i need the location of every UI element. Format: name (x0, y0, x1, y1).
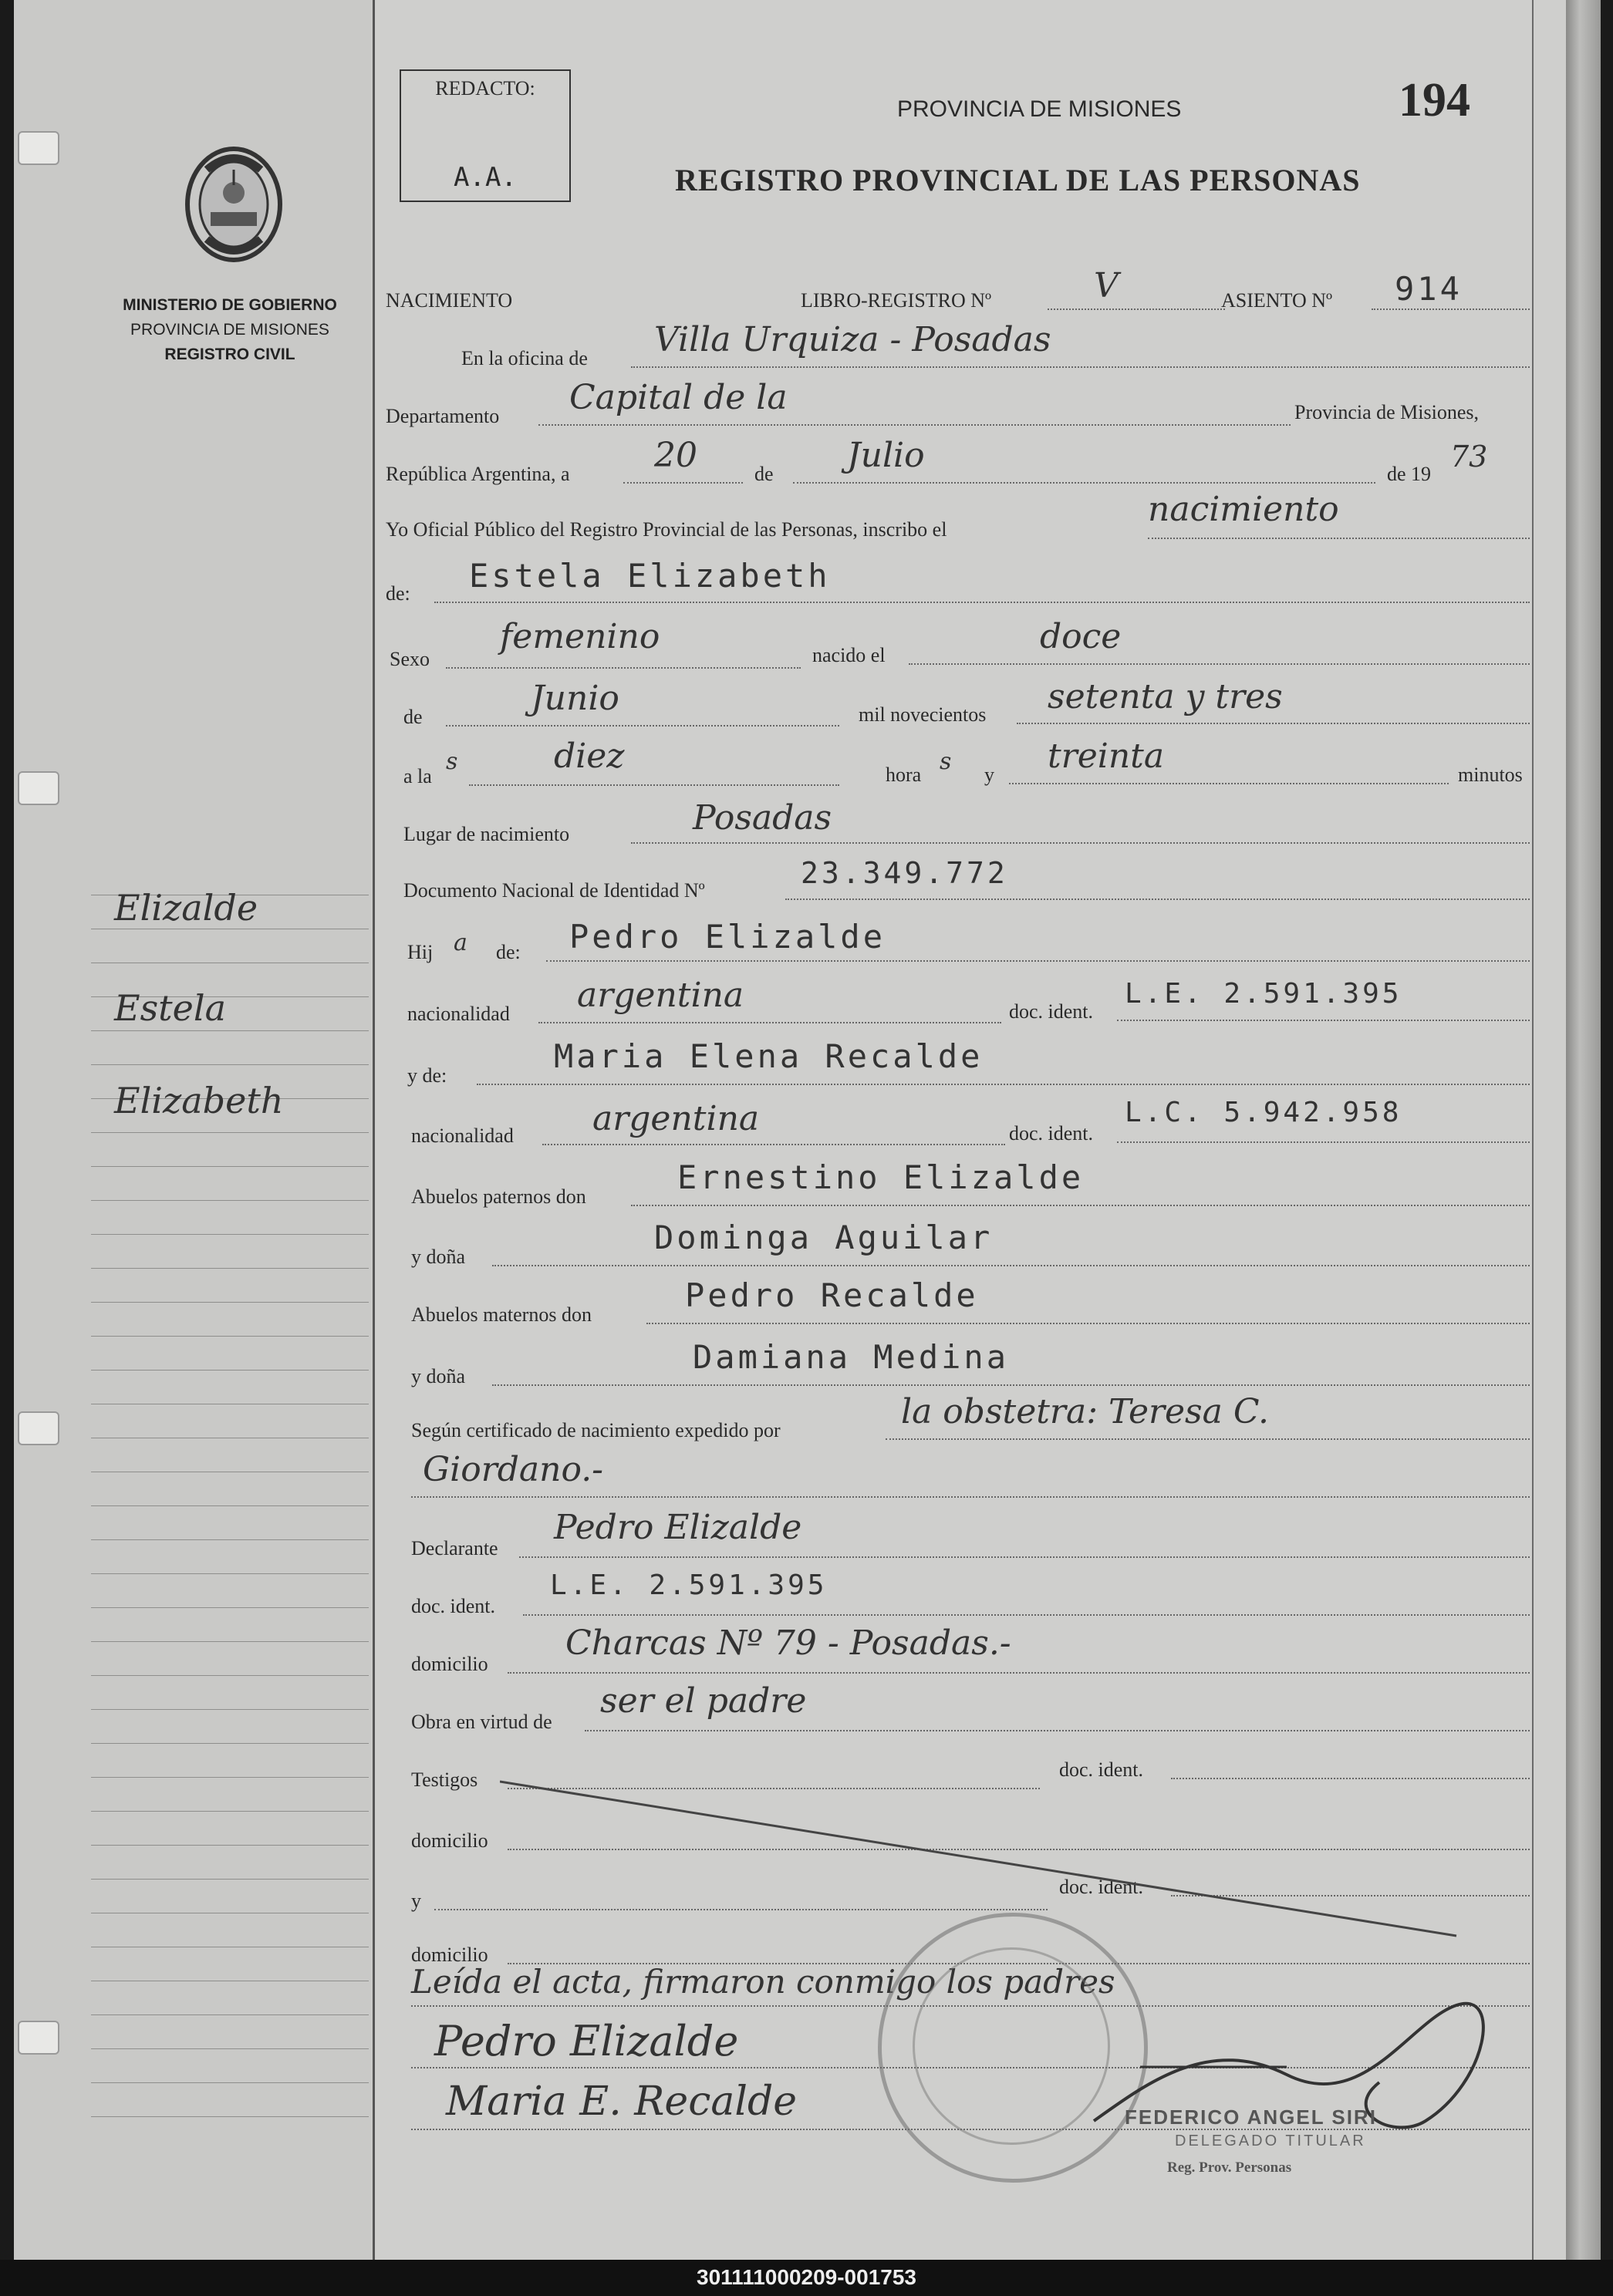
binding-ring (18, 771, 59, 805)
field-line (1017, 723, 1530, 724)
nacido-dia: doce (1040, 617, 1122, 656)
abuelo-paterno-label: Abuelos paternos don (411, 1185, 586, 1208)
declarante-doc-label: doc. ident. (411, 1595, 496, 1617)
testigo2-domicilio-label: domicilio (411, 1944, 488, 1966)
field-line (1009, 783, 1449, 784)
book-edge (1566, 0, 1601, 2260)
margin-surname: Elizalde (114, 887, 258, 929)
fecha-mes: Julio (847, 436, 925, 475)
cierre-text: Leída el acta, firmaron conmigo los padres (411, 1963, 1115, 2001)
segun-value-cont: Giordano.- (423, 1450, 604, 1489)
madre-doc: L.C. 5.942.958 (1125, 1097, 1402, 1128)
field-line (519, 1556, 1530, 1558)
nacido-label: nacido el (812, 644, 886, 666)
declarante-value: Pedro Elizalde (554, 1508, 802, 1547)
page-number: 194 (1399, 74, 1470, 126)
y-label: y (984, 764, 994, 786)
padre-nacionalidad-label: nacionalidad (407, 1003, 510, 1025)
field-line (411, 1496, 1530, 1498)
de-mes-label: de (403, 706, 423, 728)
field-line (538, 424, 1291, 426)
oficina-label: En la oficina de (461, 347, 588, 369)
abuela-paterna-label: y doña (411, 1246, 466, 1268)
hij-suffix: a (454, 929, 467, 956)
field-line (631, 366, 1530, 368)
hij-label: Hij (407, 941, 434, 963)
hora-label: hora (886, 764, 922, 786)
minutos-value: treinta (1048, 737, 1165, 776)
sexo-label: Sexo (390, 648, 430, 670)
field-line (909, 663, 1530, 665)
testigos-label: Testigos (411, 1768, 478, 1791)
firma-padre: Pedro Elizalde (434, 2017, 739, 2065)
field-line (1117, 1020, 1530, 1021)
field-line (446, 725, 839, 727)
declarante-label: Declarante (411, 1537, 498, 1559)
abuelo-paterno: Ernestino Elizalde (677, 1158, 1085, 1196)
registrar-name: FEDERICO ANGEL SIRI (1125, 2106, 1377, 2129)
lugar-label: Lugar de nacimiento (403, 823, 570, 845)
segun-value: la obstetra: Teresa C. (901, 1392, 1269, 1431)
field-line (446, 667, 801, 669)
departamento-label: Departamento (386, 405, 500, 427)
document-code: 301111000209-001753 (697, 2265, 916, 2289)
field-line (646, 1323, 1530, 1324)
registrar-title: DELEGADO TITULAR (1175, 2132, 1366, 2149)
field-line (546, 960, 1530, 962)
testigo2-doc-label: doc. ident. (1059, 1876, 1144, 1898)
field-line (469, 784, 839, 786)
province-heading: PROVINCIA DE MISIONES (897, 96, 1182, 122)
field-line (492, 1384, 1530, 1386)
margin-first-name: Estela (114, 987, 227, 1029)
field-line (492, 1265, 1530, 1266)
dni-value: 23.349.772 (801, 856, 1008, 890)
padre-doc: L.E. 2.591.395 (1125, 978, 1402, 1010)
field-line (538, 1022, 1001, 1023)
mil-novecientos-label: mil novecientos (859, 703, 987, 726)
ministry-line: PROVINCIA DE MISIONES (130, 321, 329, 339)
abuelo-materno: Pedro Recalde (685, 1276, 979, 1314)
redacto-label: REDACTO: (435, 77, 535, 99)
abuelo-materno-label: Abuelos maternos don (411, 1303, 592, 1326)
field-line (1148, 538, 1530, 539)
registry-heading: REGISTRO PROVINCIAL DE LAS PERSONAS (675, 163, 1361, 197)
fecha-anio: 73 (1450, 440, 1488, 474)
madre-nacionalidad: argentina (592, 1099, 760, 1138)
padre-value: Pedro Elizalde (569, 918, 886, 956)
de-label: de (754, 463, 774, 485)
madre-label: y de: (407, 1064, 447, 1087)
abuela-paterna: Dominga Aguilar (654, 1219, 994, 1256)
libro-value: V (1094, 266, 1119, 305)
ministry-line: MINISTERIO DE GOBIERNO (123, 296, 337, 314)
padre-doc-label: doc. ident. (1009, 1000, 1094, 1023)
abuela-materna-label: y doña (411, 1365, 466, 1387)
field-line (1372, 308, 1530, 310)
field-line (785, 899, 1530, 900)
abuela-materna: Damiana Medina (693, 1338, 1010, 1376)
madre-value: Maria Elena Recalde (554, 1037, 984, 1075)
binding-ring (18, 131, 59, 165)
field-line (523, 1614, 1530, 1616)
ministry-header (83, 293, 376, 367)
field-line (793, 482, 1375, 484)
ministry-line: REGISTRO CIVIL (164, 346, 295, 363)
provincia-label: Provincia de Misiones, (1294, 401, 1480, 423)
binding-ring (18, 2021, 59, 2055)
libro-label: LIBRO-REGISTRO Nº (801, 289, 992, 312)
ala-suffix: s (446, 748, 458, 775)
oficina-value: Villa Urquiza - Posadas (654, 320, 1051, 359)
madre-nacionalidad-label: nacionalidad (411, 1124, 514, 1147)
field-line (542, 1144, 1005, 1145)
registrar-office: Reg. Prov. Personas (1167, 2159, 1292, 2176)
field-line (623, 482, 743, 484)
obra-value: ser el padre (600, 1681, 807, 1721)
republica-label: República Argentina, a (386, 463, 570, 485)
nacido-anio: setenta y tres (1048, 677, 1283, 716)
minutos-label: minutos (1458, 764, 1523, 786)
anio-label: de 19 (1387, 463, 1432, 485)
padre-nacionalidad: argentina (577, 976, 744, 1015)
nacido-mes: Junio (531, 679, 619, 718)
province-crest-icon (176, 139, 292, 270)
field-line (477, 1084, 1530, 1085)
field-line (1117, 1141, 1530, 1143)
ala-label: a la (403, 765, 432, 787)
margin-second-name: Elizabeth (114, 1080, 284, 1121)
asiento-label: ASIENTO Nº (1221, 289, 1333, 312)
field-line (585, 1730, 1530, 1731)
dni-label: Documento Nacional de Identidad Nº (403, 879, 705, 902)
binding-ring (18, 1411, 59, 1445)
hora-value: diez (554, 737, 625, 776)
hora-suffix: s (940, 748, 952, 775)
lugar-value: Posadas (693, 798, 832, 838)
field-line (1048, 308, 1225, 310)
field-line (886, 1438, 1530, 1440)
obra-label: Obra en virtud de (411, 1711, 552, 1733)
nombre-value: Estela Elizabeth (469, 557, 831, 595)
testigo1-doc-label: doc. ident. (1059, 1758, 1144, 1781)
domicilio-label: domicilio (411, 1653, 488, 1675)
asiento-value: 914 (1395, 270, 1463, 308)
field-line (631, 842, 1530, 844)
acto-value: nacimiento (1148, 490, 1339, 529)
nombre-label: de: (386, 582, 410, 605)
segun-label: Según certificado de nacimiento expedido por (411, 1419, 781, 1441)
field-line (434, 602, 1530, 603)
domicilio-value: Charcas Nº 79 - Posadas.- (565, 1623, 1011, 1663)
redacto-value: A.A. (454, 162, 517, 193)
hij-de-label: de: (496, 941, 521, 963)
firma-madre: Maria E. Recalde (446, 2079, 798, 2125)
act-type-label: NACIMIENTO (386, 289, 513, 312)
declarante-doc: L.E. 2.591.395 (550, 1569, 828, 1601)
testigo2-label: y (411, 1890, 421, 1912)
testigo1-domicilio-label: domicilio (411, 1829, 488, 1852)
madre-doc-label: doc. ident. (1009, 1122, 1094, 1145)
field-line (631, 1205, 1530, 1206)
right-border (1532, 0, 1534, 2260)
sexo-value: femenino (500, 617, 660, 656)
redacto-box (400, 69, 571, 202)
departamento-value: Capital de la (569, 378, 788, 417)
field-line (508, 1672, 1530, 1674)
document-page (14, 0, 1580, 2260)
yo-oficial-label: Yo Oficial Público del Registro Provincial de las Personas, inscribo el (386, 518, 947, 541)
fecha-dia: 20 (654, 436, 697, 475)
